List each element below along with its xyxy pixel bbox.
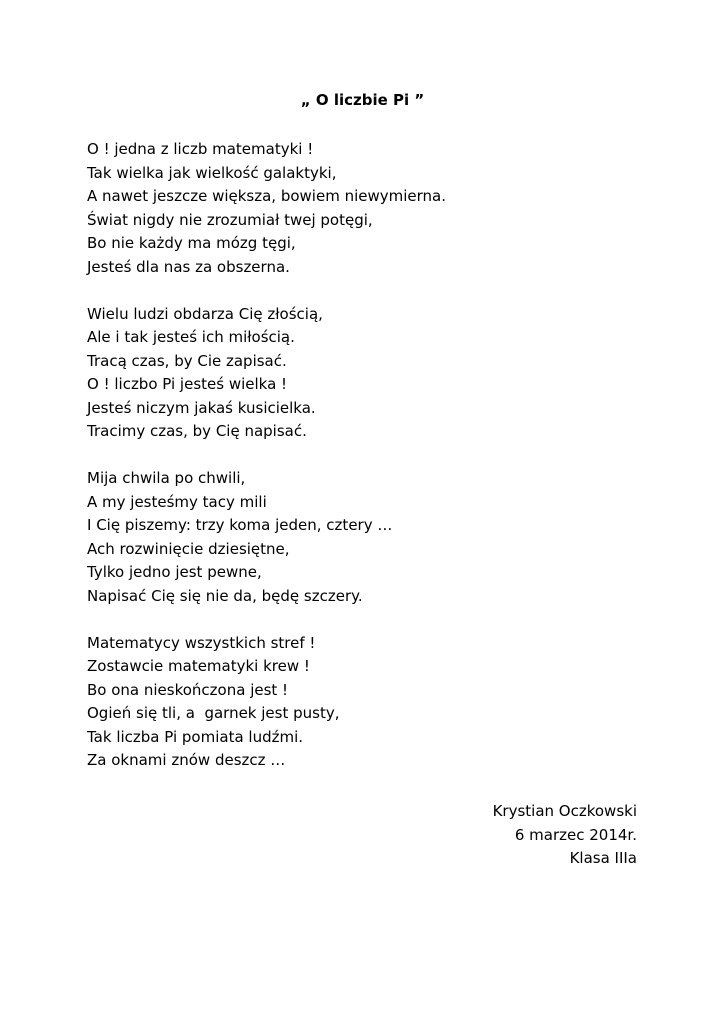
poem-line: A nawet jeszcze większa, bowiem niewymierna. xyxy=(87,187,447,205)
poem-line: O ! liczbo Pi jesteś wielka ! xyxy=(87,375,288,393)
poem-line: Tak liczba Pi pomiata ludźmi. xyxy=(87,727,304,746)
signature-date: 6 marzec 2014r. xyxy=(514,825,637,844)
poem-line: Ale i tak jesteś ich miłością. xyxy=(87,328,295,346)
signature-block xyxy=(493,800,637,871)
poem-line: Tylko jedno jest pewne, xyxy=(87,563,262,581)
stanza-1 xyxy=(87,138,647,279)
poem-line: Jesteś dla nas za obszerna. xyxy=(87,257,290,276)
poem-line: O ! jedna z liczb matematyki ! xyxy=(87,140,314,158)
poem-line: Bo nie każdy ma mózg tęgi, xyxy=(87,234,296,252)
author-name: Krystian Oczkowski xyxy=(492,802,637,820)
poem-line: Matematycy wszystkich stref ! xyxy=(87,633,316,652)
poem-line: Tak wielka jak wielkość galaktyki, xyxy=(87,163,337,182)
stanza-2 xyxy=(87,303,647,444)
stanza-4 xyxy=(87,632,647,773)
poem-line: A my jesteśmy tacy mili xyxy=(87,492,267,511)
poem-line: Wielu ludzi obdarza Cię złością, xyxy=(87,304,323,323)
poem-line: Jesteś niczym jakaś kusicielka. xyxy=(87,398,316,417)
poem-line: Tracimy czas, by Cię napisać. xyxy=(87,422,307,440)
poem-line: Świat nigdy nie zrozumiał twej potęgi, xyxy=(87,210,373,229)
poem-line: I Cię piszemy: trzy koma jeden, cztery … xyxy=(87,516,393,534)
poem-body xyxy=(87,138,647,796)
poem-line: Napisać Cię się nie da, będę szczery. xyxy=(87,586,363,605)
class-label: Klasa IIIa xyxy=(569,849,637,867)
poem-title: „ O liczbie Pi ” xyxy=(300,91,425,109)
poem-line: Ach rozwinięcie dziesiętne, xyxy=(87,539,290,558)
poem-line: Tracą czas, by Cie zapisać. xyxy=(87,351,287,370)
poem-line: Ogień się tli, a garnek jest pusty, xyxy=(87,704,340,722)
stanza-3 xyxy=(87,467,647,608)
poem-line: Zostawcie matematyki krew ! xyxy=(87,657,310,675)
poem-line: Za oknami znów deszcz … xyxy=(87,751,286,769)
poem-line: Mija chwila po chwili, xyxy=(87,469,246,487)
poem-line: Bo ona nieskończona jest ! xyxy=(87,680,289,699)
